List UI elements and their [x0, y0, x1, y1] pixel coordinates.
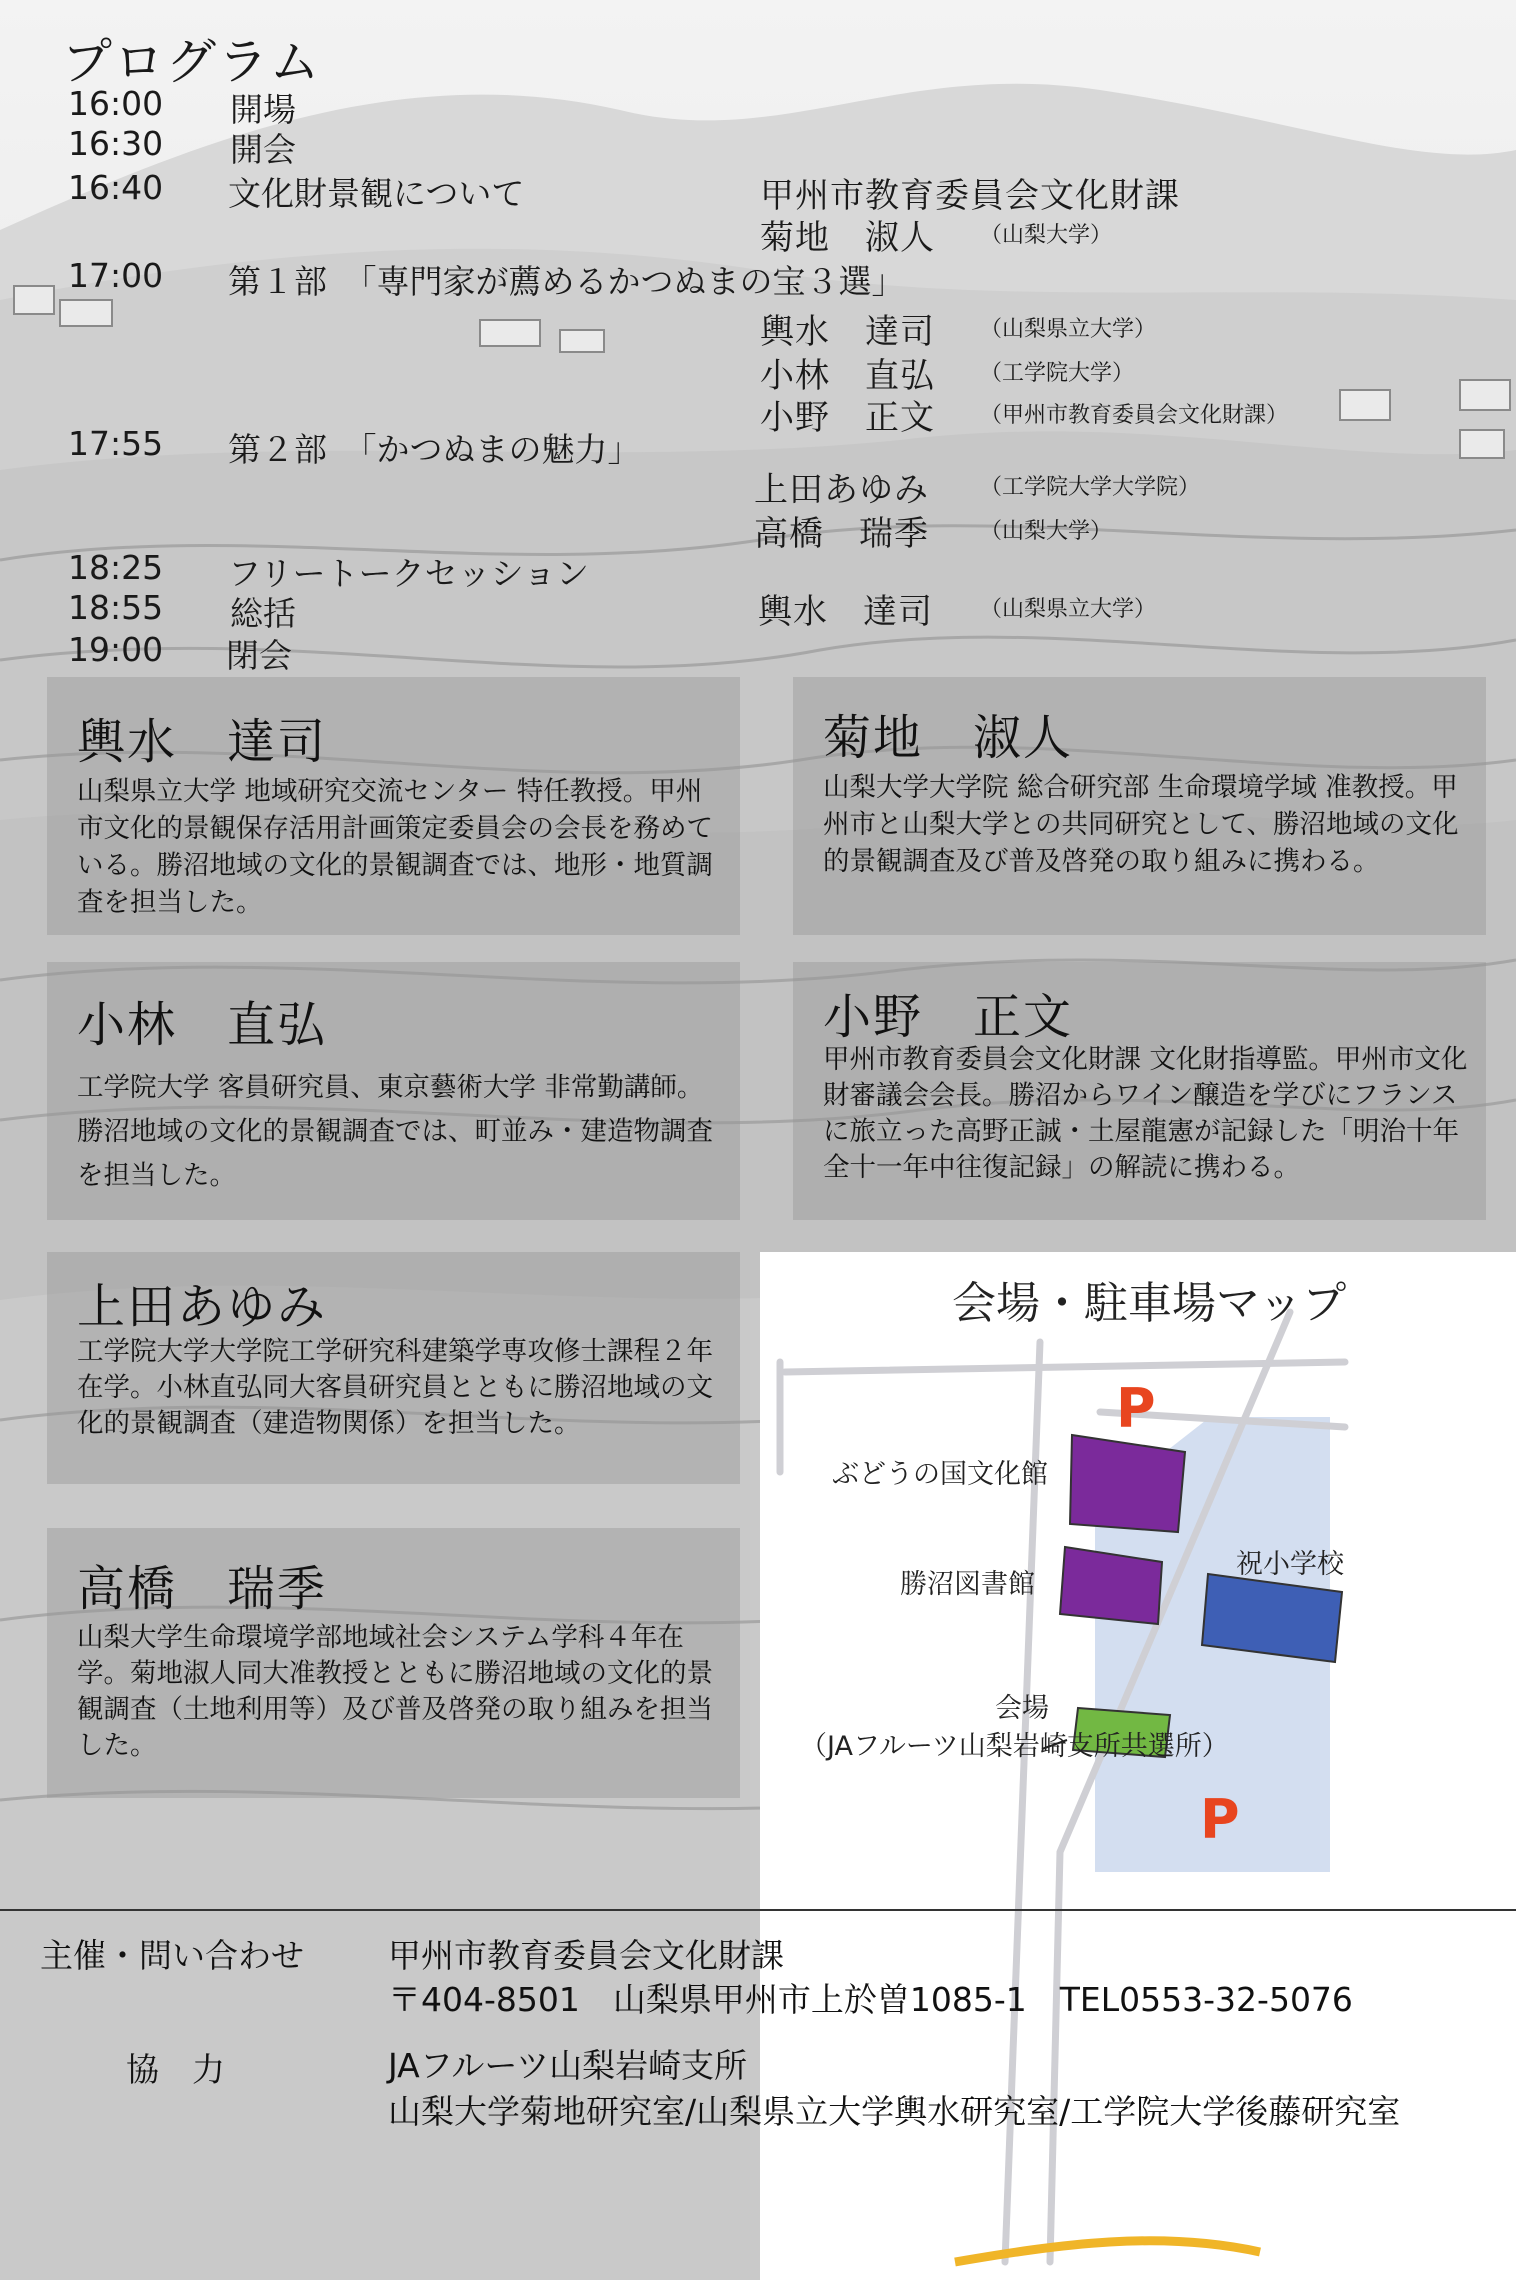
- host-label: 主催・問い合わせ: [40, 1936, 304, 1975]
- profile-description: 山梨大学大学院 総合研究部 生命環境学域 准教授。甲州市と山梨大学との共同研究として、勝沼地域の文化的景観調査及び普及啓発の取り組みに携わる。: [823, 772, 1459, 877]
- speaker-name: 輿水 達司: [760, 312, 935, 352]
- program-time: 17:00: [68, 256, 164, 295]
- label-venue: 会場: [995, 1693, 1049, 1724]
- program-title: プログラム: [62, 33, 322, 91]
- profile-name: 上田あゆみ: [77, 1279, 328, 1335]
- speaker-affiliation: （工学院大学大学院）: [980, 475, 1201, 500]
- speaker-affiliation: （山梨県立大学）: [980, 597, 1157, 622]
- budou-building: [1070, 1435, 1185, 1532]
- profile-description: 工学院大学 客員研究員、東京藝術大学 非常勤講師。勝沼地域の文化的景観調査では、町並み・建造物調査を担当した。: [77, 1072, 713, 1191]
- profile-name: 小野 正文: [823, 989, 1074, 1045]
- map-title: 会場・駐車場マップ: [952, 1278, 1347, 1329]
- speaker-affiliation: （山梨大学）: [980, 519, 1113, 544]
- speaker-name: 小野 正文: [760, 398, 935, 438]
- label-library: 勝沼図書館: [900, 1569, 1035, 1600]
- program-org-line: 甲州市教育委員会文化財課: [760, 176, 1180, 216]
- profile-card-koshimizu: [47, 677, 740, 935]
- parking-icon: P: [1200, 1788, 1240, 1851]
- program-item: フリートークセッション: [228, 554, 590, 593]
- program-time: 18:25: [68, 548, 164, 587]
- profile-description: 山梨県立大学 地域研究交流センター 特任教授。甲州市文化的景観保存活用計画策定委員会の会長を務めている。勝沼地域の文化的景観調査では、地形・地質調査を担当した。: [77, 776, 713, 918]
- speaker-name: 菊地 淑人: [760, 218, 935, 258]
- coop-line-2: 山梨大学菊地研究室/山梨県立大学輿水研究室/工学院大学後藤研究室: [388, 2092, 1401, 2131]
- profile-card-kobayashi: [47, 962, 740, 1220]
- profile-card-takahashi: [47, 1528, 740, 1798]
- profile-card-ueda: [47, 1252, 740, 1484]
- speaker-affiliation: （山梨県立大学）: [980, 317, 1157, 342]
- profile-name: 菊地 淑人: [823, 710, 1074, 766]
- program-item: 文化財景観について: [228, 174, 525, 213]
- program-item: 第１部 「専門家が薦めるかつぬまの宝３選」: [228, 262, 905, 301]
- speaker-name: 上田あゆみ: [754, 470, 929, 510]
- footer-divider: [0, 1909, 1516, 1911]
- profile-card-ono: [793, 962, 1486, 1220]
- coop-label: 協 力: [126, 2050, 225, 2089]
- main-road: [955, 2241, 1260, 2262]
- speaker-name: 輿水 達司: [758, 592, 933, 632]
- program-item: 総括: [230, 594, 296, 633]
- label-school: 祝小学校: [1236, 1549, 1344, 1580]
- program-item: 開場: [230, 90, 296, 129]
- profile-name: 小林 直弘: [77, 997, 328, 1053]
- profile-description: 甲州市教育委員会文化財課 文化財指導監。甲州市文化財審議会会長。勝沼からワイン醸造を学びにフランスに旅立った高野正誠・土屋龍憲が記録した「明治十年全十一年中往復記録」の解読に携わる。: [823, 1044, 1468, 1183]
- venue-parking-map: [760, 1252, 1516, 2292]
- speaker-name: 高橋 瑞季: [754, 514, 929, 554]
- speaker-name: 小林 直弘: [760, 356, 935, 396]
- road: [785, 1362, 1345, 1372]
- program-item: 第２部 「かつぬまの魅力」: [228, 430, 641, 469]
- host-address: 〒404-8501 山梨県甲州市上於曽1085-1 TEL0553-32-5076: [388, 1980, 1353, 2019]
- profile-name: 輿水 達司: [77, 714, 328, 770]
- parking-icon: P: [1116, 1377, 1156, 1440]
- program-time: 16:30: [68, 124, 164, 163]
- coop-line-1: JAフルーツ山梨岩崎支所: [388, 2046, 748, 2085]
- program-time: 16:00: [68, 84, 164, 123]
- program-time: 18:55: [68, 588, 164, 627]
- program-time: 19:00: [68, 630, 164, 669]
- profile-name: 高橋 瑞季: [77, 1561, 328, 1617]
- label-budou: ぶどうの国文化館: [832, 1459, 1048, 1490]
- program-item: 開会: [230, 130, 296, 169]
- program-item: 閉会: [226, 636, 292, 675]
- program-time: 16:40: [68, 168, 164, 207]
- host-org: 甲州市教育委員会文化財課: [388, 1936, 784, 1975]
- label-venue-sub: （JAフルーツ山梨岩崎支所共選所）: [800, 1731, 1229, 1762]
- speaker-affiliation: （工学院大学）: [980, 361, 1135, 386]
- speaker-affiliation: （甲州市教育委員会文化財課）: [980, 403, 1289, 428]
- profile-description: 工学院大学大学院工学研究科建築学専攻修士課程２年在学。小林直弘同大客員研究員とともに勝沼地域の文化的景観調査（建造物関係）を担当した。: [77, 1336, 713, 1439]
- profile-description: 山梨大学生命環境学部地域社会システム学科４年在学。菊地淑人同大准教授とともに勝沼地域の文化的景観調査（土地利用等）及び普及啓発の取り組みを担当した。: [77, 1622, 713, 1761]
- profile-card-kikuchi: [793, 677, 1486, 935]
- program-time: 17:55: [68, 424, 164, 463]
- speaker-affiliation: （山梨大学）: [980, 223, 1113, 248]
